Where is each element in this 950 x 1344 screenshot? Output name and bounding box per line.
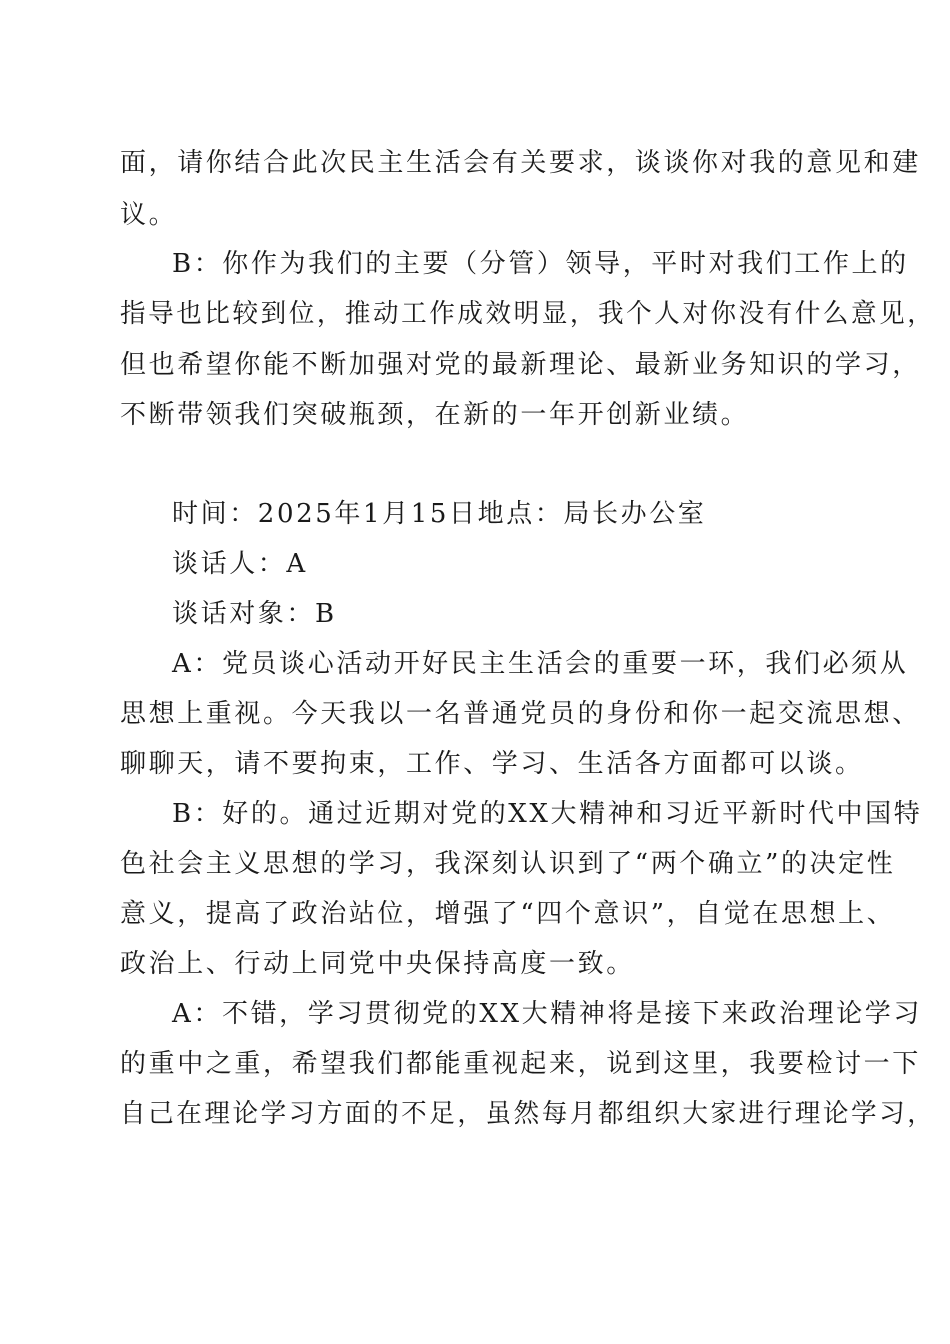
meeting-time-location: 时间：2025年1月15日地点：局长办公室 xyxy=(172,499,707,529)
paragraph-line: 面，请你结合此次民主生活会有关要求，谈谈你对我的意见和建 xyxy=(120,148,921,178)
speaker-line: 谈话人：A xyxy=(172,549,308,579)
paragraph-line: 意义，提高了政治站位，增强了“四个意识”，自觉在思想上、 xyxy=(120,899,896,929)
paragraph-line: 政治上、行动上同党中央保持高度一致。 xyxy=(120,949,635,979)
paragraph-line: 议。 xyxy=(120,200,178,230)
paragraph-line: 自己在理论学习方面的不足，虽然每月都组织大家进行理论学习， xyxy=(120,1099,936,1129)
paragraph-line: 思想上重视。今天我以一名普通党员的身份和你一起交流思想、 xyxy=(120,699,921,729)
paragraph-line: 聊聊天，请不要拘束，工作、学习、生活各方面都可以谈。 xyxy=(120,749,864,779)
paragraph-line: A：不错，学习贯彻党的XX大精神将是接下来政治理论学习 xyxy=(172,999,922,1029)
paragraph-line: B：好的。通过近期对党的XX大精神和习近平新时代中国特 xyxy=(172,799,923,829)
paragraph-line: 但也希望你能不断加强对党的最新理论、最新业务知识的学习， xyxy=(120,350,921,380)
paragraph-line: 的重中之重，希望我们都能重视起来，说到这里，我要检讨一下 xyxy=(120,1049,921,1079)
paragraph-line: 色社会主义思想的学习，我深刻认识到了“两个确立”的决定性 xyxy=(120,849,896,879)
paragraph-line: 不断带领我们突破瓶颈，在新的一年开创新业绩。 xyxy=(120,400,750,430)
paragraph-line: B：你作为我们的主要（分管）领导，平时对我们工作上的 xyxy=(172,249,909,279)
paragraph-line: A：党员谈心活动开好民主生活会的重要一环，我们必须从 xyxy=(172,649,909,679)
paragraph-line: 指导也比较到位，推动工作成效明显，我个人对你没有什么意见， xyxy=(120,299,936,329)
listener-line: 谈话对象：B xyxy=(172,599,337,629)
